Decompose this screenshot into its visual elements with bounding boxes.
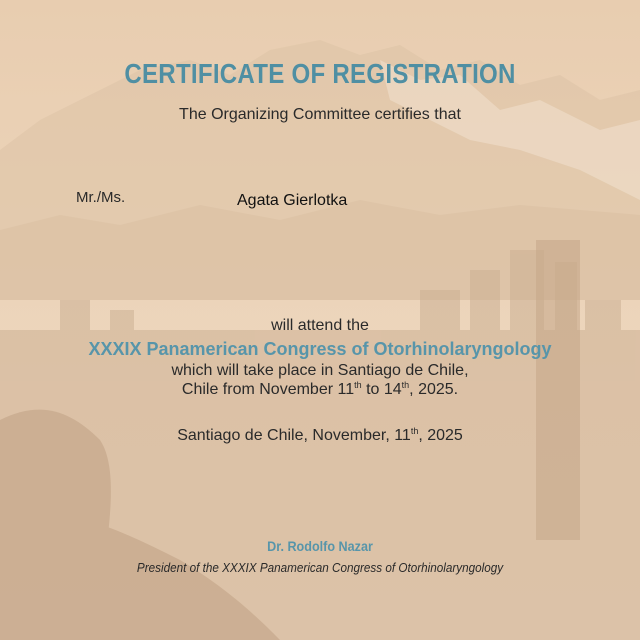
certificate-title: CERTIFICATE OF REGISTRATION (124, 58, 516, 89)
city-date-sup: th (410, 426, 419, 436)
attend-text: will attend the (271, 317, 369, 334)
place-line-2-sup1: th (354, 380, 362, 390)
certifies-text: The Organizing Committee certifies that (179, 106, 461, 123)
place-line-2-middle: to 14 (361, 381, 402, 398)
attendee-name: Agata Gierlotka (237, 192, 348, 209)
city-date (0, 427, 640, 445)
signer-name: Dr. Rodolfo Nazar (267, 538, 373, 554)
place-line-2-suffix: , 2025. (409, 381, 459, 398)
place-line-2 (0, 381, 640, 399)
place-line-1: which will take place in Santiago de Chile, (171, 362, 469, 379)
signer-title: President of the XXXIX Panamerican Congress of Otorhinolaryngology (136, 560, 504, 575)
congress-name: XXXIX Panamerican Congress of Otorhinolaryngology (88, 339, 552, 359)
place-line-2-prefix: Chile from November 11 (181, 381, 355, 398)
city-date-suffix: , 2025 (418, 427, 463, 444)
place-line-2-sup2: th (401, 380, 410, 390)
salutation-label: Mr./Ms. (76, 189, 126, 206)
city-date-prefix: Santiago de Chile, November, 11 (177, 427, 411, 444)
